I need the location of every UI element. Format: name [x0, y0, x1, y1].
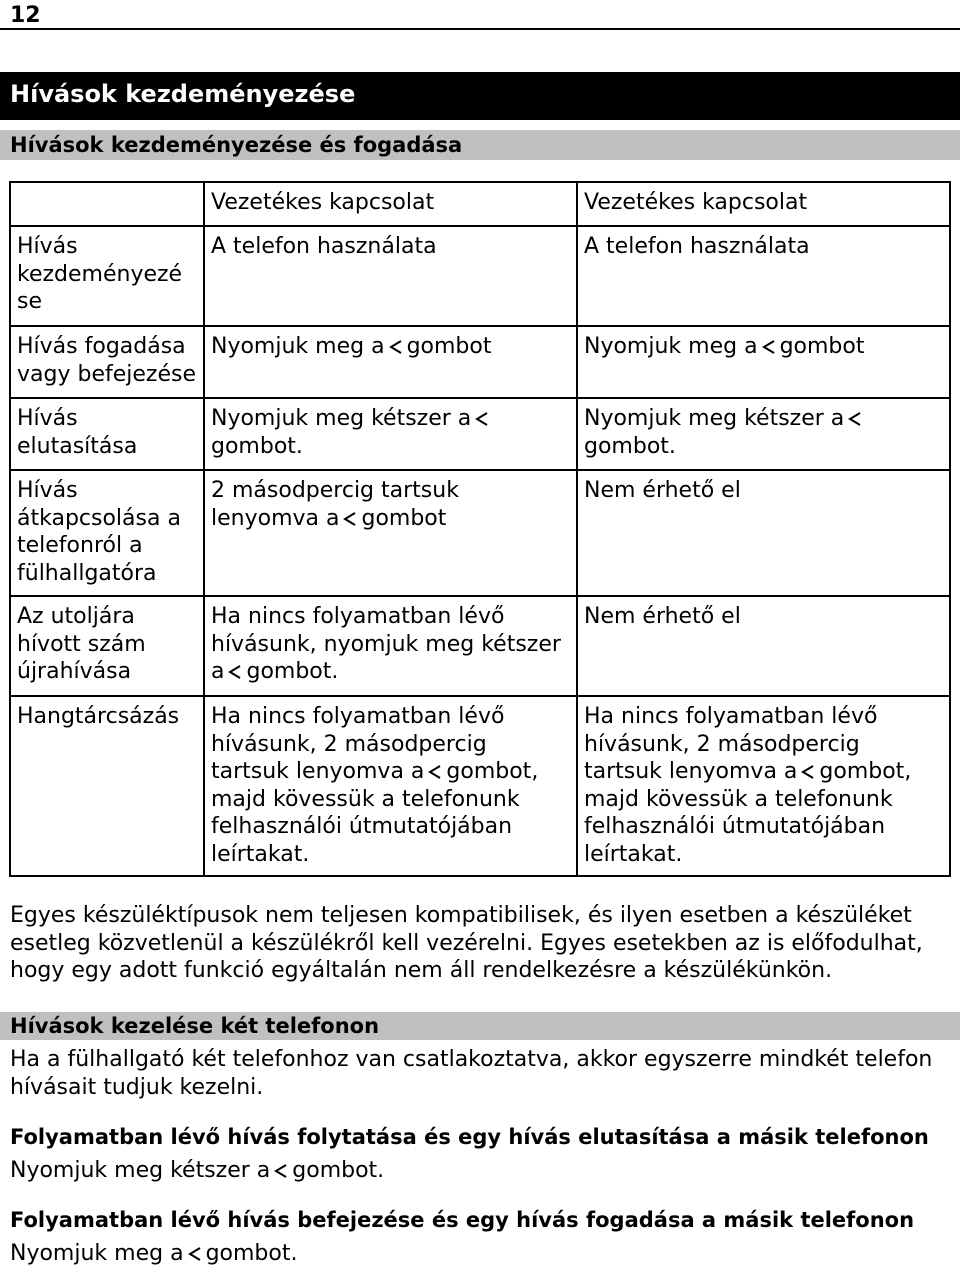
table-cell [577, 470, 950, 596]
cell-text: gombot, majd kövessük a telefonunk felhasználói útmutatójában leírtakat. [584, 759, 912, 867]
cell-text: gombot [406, 334, 492, 359]
table-header-cell: Vezetékes kapcsolat [577, 182, 950, 226]
cell-text: Nyomjuk meg a [211, 334, 385, 359]
table-cell [204, 226, 577, 326]
call-button-triangle-icon [389, 339, 403, 355]
call-button-triangle-icon [274, 1163, 288, 1179]
cell-text: Nyomjuk meg a [584, 334, 758, 359]
table-row [10, 398, 950, 470]
cell-text: gombot. [211, 433, 303, 459]
table-cell-action: Az utoljára hívott szám újrahívása [10, 596, 204, 696]
instruction-text: Nyomjuk meg a [10, 1241, 184, 1266]
top-rule [0, 28, 960, 30]
compatibility-note: Egyes készüléktípusok nem teljesen kompatibilisek, és ilyen esetben a készüléket esetleg közvetlenül a készülékről kell vezérelni. Egyes esetekben az is előfodulhat, hogy egy adott funkció egyáltalán nem áll rendelkezésre a készülékünkön. [10, 903, 923, 983]
cell-text: Ha nincs folyamatban lévő hívásunk, 2 másodpercig tartsuk lenyomva a [211, 704, 505, 784]
table-cell [577, 398, 950, 470]
call-button-triangle-icon [228, 664, 242, 680]
instruction-text: Nyomjuk meg kétszer a [10, 1158, 271, 1183]
table-cell [577, 596, 950, 696]
table-header-row [10, 182, 950, 226]
table-row [10, 326, 950, 398]
table-header-cell: Vezetékes kapcsolat [204, 182, 577, 226]
call-button-triangle-icon [762, 339, 776, 355]
cell-text: Nyomjuk meg kétszer a [211, 406, 472, 431]
cell-text: Ha nincs folyamatban lévő hívásunk, 2 másodpercig tartsuk lenyomva a [584, 704, 878, 784]
two-phones-text: Ha a fülhallgató két telefonhoz van csatlakoztatva, akkor egyszerre mindkét telefon hívásait tudjuk kezelni. [10, 1047, 933, 1100]
table-cell-action: Hívás átkapcsolása a telefonról a fülhallgatóra [10, 470, 204, 596]
cell-text: Nyomjuk meg kétszer a [584, 406, 845, 431]
call-button-triangle-icon [428, 764, 442, 780]
section-title: Hívások kezdeményezése [0, 72, 960, 120]
two-phones-title: Hívások kezelése két telefonon [0, 1012, 960, 1040]
table-cell [204, 696, 577, 876]
instruction-text: gombot. [205, 1241, 298, 1266]
cell-text: Nem érhető el [584, 478, 741, 503]
call-button-triangle-icon [801, 764, 815, 780]
end-answer-title: Folyamatban lévő hívás befejezése és egy hívás fogadása a másik telefonon [10, 1208, 915, 1232]
table-row [10, 226, 950, 326]
table-cell [204, 596, 577, 696]
call-button-triangle-icon [475, 411, 489, 427]
cell-text: 2 másodpercig tartsuk lenyomva a [211, 478, 459, 531]
operations-table [9, 181, 951, 877]
cell-text: gombot, majd kövessük a telefonunk felhasználói útmutatójában leírtakat. [211, 759, 539, 867]
cell-text: gombot [779, 334, 865, 359]
table-row [10, 596, 950, 696]
cell-text: gombot [361, 505, 447, 531]
table-cell [204, 326, 577, 398]
end-answer-text [10, 1240, 955, 1268]
table-cell-action: Hívás elutasítása [10, 398, 204, 470]
table-cell [204, 470, 577, 596]
continue-reject-text [10, 1157, 955, 1185]
table-cell-action: Hívás kezdeményezé se [10, 226, 204, 326]
table-cell-action: Hívás fogadása vagy befejezése [10, 326, 204, 398]
subsection-title: Hívások kezdeményezése és fogadása [0, 130, 960, 160]
table-cell [577, 696, 950, 876]
table-cell [204, 398, 577, 470]
call-button-triangle-icon [343, 511, 357, 527]
page-number: 12 [10, 3, 41, 28]
table-row [10, 470, 950, 596]
table-row [10, 696, 950, 876]
cell-text: Ha nincs folyamatban lévő hívásunk, nyomjuk meg kétszer a [211, 604, 561, 684]
instruction-text: gombot. [292, 1158, 385, 1183]
table-cell [577, 326, 950, 398]
cell-text: gombot. [246, 659, 339, 684]
cell-text: A telefon használata [584, 234, 810, 259]
table-header-cell [10, 182, 204, 226]
continue-reject-title: Folyamatban lévő hívás folytatása és egy hívás elutasítása a másik telefonon [10, 1125, 929, 1149]
cell-text: A telefon használata [211, 234, 437, 259]
cell-text: gombot. [584, 433, 676, 459]
call-button-triangle-icon [848, 411, 862, 427]
table-cell [577, 226, 950, 326]
table-cell-action: Hangtárcsázás [10, 696, 204, 876]
cell-text: Nem érhető el [584, 604, 741, 629]
call-button-triangle-icon [188, 1246, 202, 1262]
